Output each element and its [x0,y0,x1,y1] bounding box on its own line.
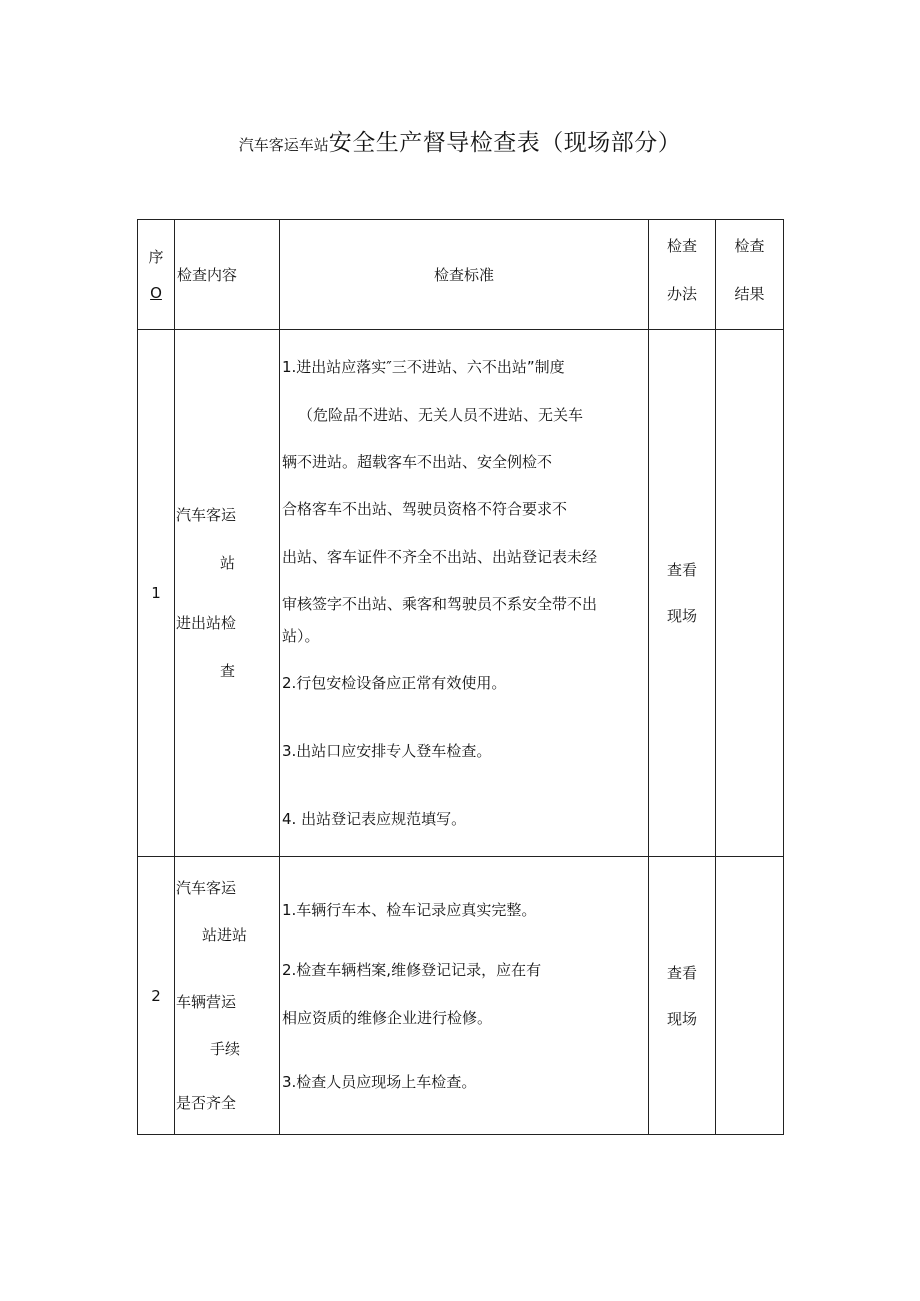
title-prefix: 汽车客运车站 [238,136,329,154]
header-result [716,220,784,330]
row-standard [280,857,649,1135]
standard-line: 4. 出站登记表应规范填写。 [282,810,467,828]
content-line: 查 [220,662,236,680]
standard-line: 3.出站口应安排专人登车检查。 [282,742,492,760]
content-line: 手续 [210,1040,241,1058]
content-line: 是否齐全 [176,1094,237,1112]
header-seq-line1: 序 [148,247,164,266]
header-standard: 检查标准 [280,220,649,330]
row-content [175,857,280,1135]
standard-line: 1.进出站应落实″三不进站、六不出站”制度 [282,358,565,376]
header-result-line1: 检查 [734,236,765,255]
row-standard [280,330,649,857]
title-main: 安全生产督导检查表（现场部分） [328,130,682,156]
method-line: 现场 [666,1009,697,1028]
standard-line: 合格客车不出站、驾驶员资格不符合要求不 [282,500,568,518]
row-seq: 2 [138,857,175,1135]
table-row [138,330,784,857]
standard-line: 相应资质的维修企业进行检修。 [282,1008,493,1027]
standard-line: 辆不进站。超载客车不出站、安全例检不 [282,453,553,471]
content-line: 车辆营运 [176,993,237,1011]
row-result[interactable] [716,857,784,1135]
header-method [649,220,716,330]
row-content [175,330,280,857]
standard-line: 2.行包安检设备应正常有效使用。 [282,674,507,692]
content-line: 汽车客运 [176,879,237,897]
table-header-row [138,220,784,330]
row-seq: 1 [138,330,175,857]
header-method-line1: 检查 [666,236,697,255]
content-line: 站 [220,554,236,572]
table-row [138,857,784,1135]
content-line: 汽车客运 [176,506,237,524]
standard-line: 2.检查车辆档案,维修登记记录，应在有 [282,960,542,979]
standard-line: 出站、客车证件不齐全不出站、出站登记表未经 [282,548,598,566]
content-line: 站进站 [202,926,248,944]
standard-line: 1.车辆行车本、检车记录应真实完整。 [282,900,537,919]
row-method [649,857,716,1135]
inspection-table [137,219,784,1135]
content-line: 进出站检 [176,614,237,632]
standard-line: 审核签字不出站、乘客和驾驶员不系安全带不出 [282,595,598,613]
header-content: 检查内容 [175,220,280,330]
standard-line: （危险品不进站、无关人员不进站、无关车 [298,406,584,424]
standard-line: 3.检查人员应现场上车检查。 [282,1072,477,1091]
method-line: 现场 [666,607,697,625]
header-result-line2: 结果 [734,284,765,303]
standard-line: 站）。 [282,627,320,645]
header-method-line2: 办法 [666,284,697,303]
header-seq-line2: O [150,283,162,302]
row-method [649,330,716,857]
header-seq [138,220,175,330]
page-title [0,124,920,157]
method-line: 查看 [666,963,697,982]
method-line: 查看 [666,561,697,579]
row-result[interactable] [716,330,784,857]
